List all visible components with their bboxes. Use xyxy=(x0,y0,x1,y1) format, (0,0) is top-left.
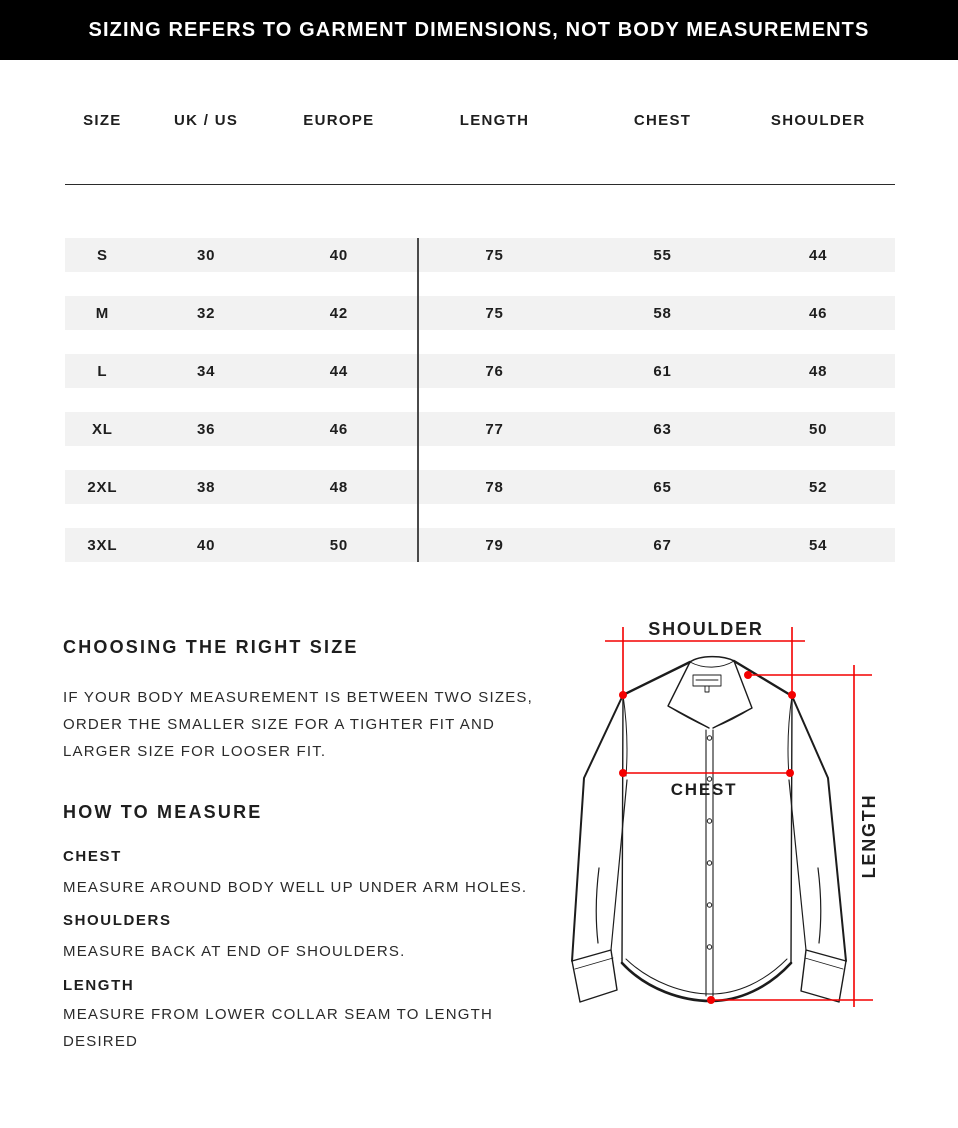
measure-shoulders-label: SHOULDERS xyxy=(63,912,172,929)
cell-length: 75 xyxy=(485,246,504,264)
cell-chest: 61 xyxy=(653,362,672,380)
cell-size: 3XL xyxy=(87,536,118,554)
cell-uk-us: 36 xyxy=(196,420,216,438)
cell-uk-us: 34 xyxy=(196,362,216,380)
cell-shoulder: 50 xyxy=(809,420,828,438)
table-row-s xyxy=(65,238,895,272)
cell-shoulder: 46 xyxy=(809,304,828,322)
measure-shoulders-text: MEASURE BACK AT END OF SHOULDERS. xyxy=(63,943,406,960)
chest-measure-label: CHEST xyxy=(670,780,738,799)
length-measure-label: LENGTH xyxy=(859,793,879,879)
chest-dot-right xyxy=(786,769,794,777)
column-header-size: SIZE xyxy=(83,112,122,129)
cell-europe: 50 xyxy=(329,536,349,554)
cell-europe: 48 xyxy=(329,478,349,496)
table-row-l xyxy=(65,354,895,388)
measure-length-label: LENGTH xyxy=(63,977,135,994)
shoulder-dot-right xyxy=(788,691,796,699)
choosing-size-heading: CHOOSING THE RIGHT SIZE xyxy=(63,637,359,657)
measure-chest-label: CHEST xyxy=(63,848,122,865)
cell-shoulder: 52 xyxy=(809,478,828,496)
cell-chest: 63 xyxy=(653,420,672,438)
size-table-body xyxy=(65,238,895,562)
cell-uk-us: 40 xyxy=(196,536,216,554)
measure-chest-text: MEASURE AROUND BODY WELL UP UNDER ARM HOLES. xyxy=(63,879,528,896)
table-row-xl xyxy=(65,412,895,446)
cell-uk-us: 30 xyxy=(196,246,216,264)
brand-label xyxy=(693,675,721,686)
table-row-m xyxy=(65,296,895,330)
cell-size: S xyxy=(96,246,108,264)
cell-shoulder: 54 xyxy=(809,536,828,554)
cell-chest: 55 xyxy=(653,246,672,264)
choosing-size-body: IF YOUR BODY MEASUREMENT IS BETWEEN TWO SIZES, ORDER THE SMALLER SIZE FOR A TIGHTER FIT AND LARGER SIZE FOR LOOSER FIT. xyxy=(63,689,533,760)
cell-shoulder: 44 xyxy=(809,246,828,264)
cell-length: 78 xyxy=(485,478,504,496)
column-header-shoulder: SHOULDER xyxy=(770,112,866,129)
shoulder-dot-left xyxy=(619,691,627,699)
sizing-note-banner xyxy=(0,0,958,60)
cell-size: L xyxy=(97,362,108,380)
table-column-divider xyxy=(417,238,419,562)
cell-length: 75 xyxy=(485,304,504,322)
cell-size: 2XL xyxy=(87,478,118,496)
cell-uk-us: 38 xyxy=(196,478,216,496)
cell-length: 76 xyxy=(485,362,504,380)
cell-uk-us: 32 xyxy=(196,304,216,322)
shirt-measurement-diagram xyxy=(565,618,955,1018)
hem-dot xyxy=(707,996,715,1004)
cell-size: M xyxy=(95,304,109,322)
cell-europe: 42 xyxy=(329,304,349,322)
column-header-uk-us: UK / US xyxy=(174,112,239,129)
collar-dot xyxy=(744,671,752,679)
column-header-europe: EUROPE xyxy=(303,112,375,129)
cell-length: 77 xyxy=(485,420,504,438)
cell-chest: 67 xyxy=(653,536,672,554)
cell-length: 79 xyxy=(485,536,504,554)
cell-europe: 46 xyxy=(329,420,349,438)
cell-chest: 58 xyxy=(653,304,672,322)
size-table-header xyxy=(65,112,895,129)
column-header-length: LENGTH xyxy=(459,112,530,129)
column-header-chest: CHEST xyxy=(633,112,692,129)
cell-size: XL xyxy=(91,420,113,438)
chest-dot-left xyxy=(619,769,627,777)
cell-shoulder: 48 xyxy=(809,362,828,380)
table-row-3xl xyxy=(65,528,895,562)
sizing-note-text: SIZING REFERS TO GARMENT DIMENSIONS, NOT BODY MEASUREMENTS xyxy=(88,18,870,41)
cell-europe: 44 xyxy=(329,362,349,380)
measure-length-text: MEASURE FROM LOWER COLLAR SEAM TO LENGTH DESIRED xyxy=(63,1006,494,1050)
how-to-measure-heading: HOW TO MEASURE xyxy=(63,802,263,822)
table-header-rule xyxy=(65,184,895,185)
cell-chest: 65 xyxy=(653,478,672,496)
shoulder-measure-label: SHOULDER xyxy=(648,619,764,639)
shirt-illustration-icon xyxy=(572,657,846,1002)
cell-europe: 40 xyxy=(329,246,349,264)
table-row-2xl xyxy=(65,470,895,504)
